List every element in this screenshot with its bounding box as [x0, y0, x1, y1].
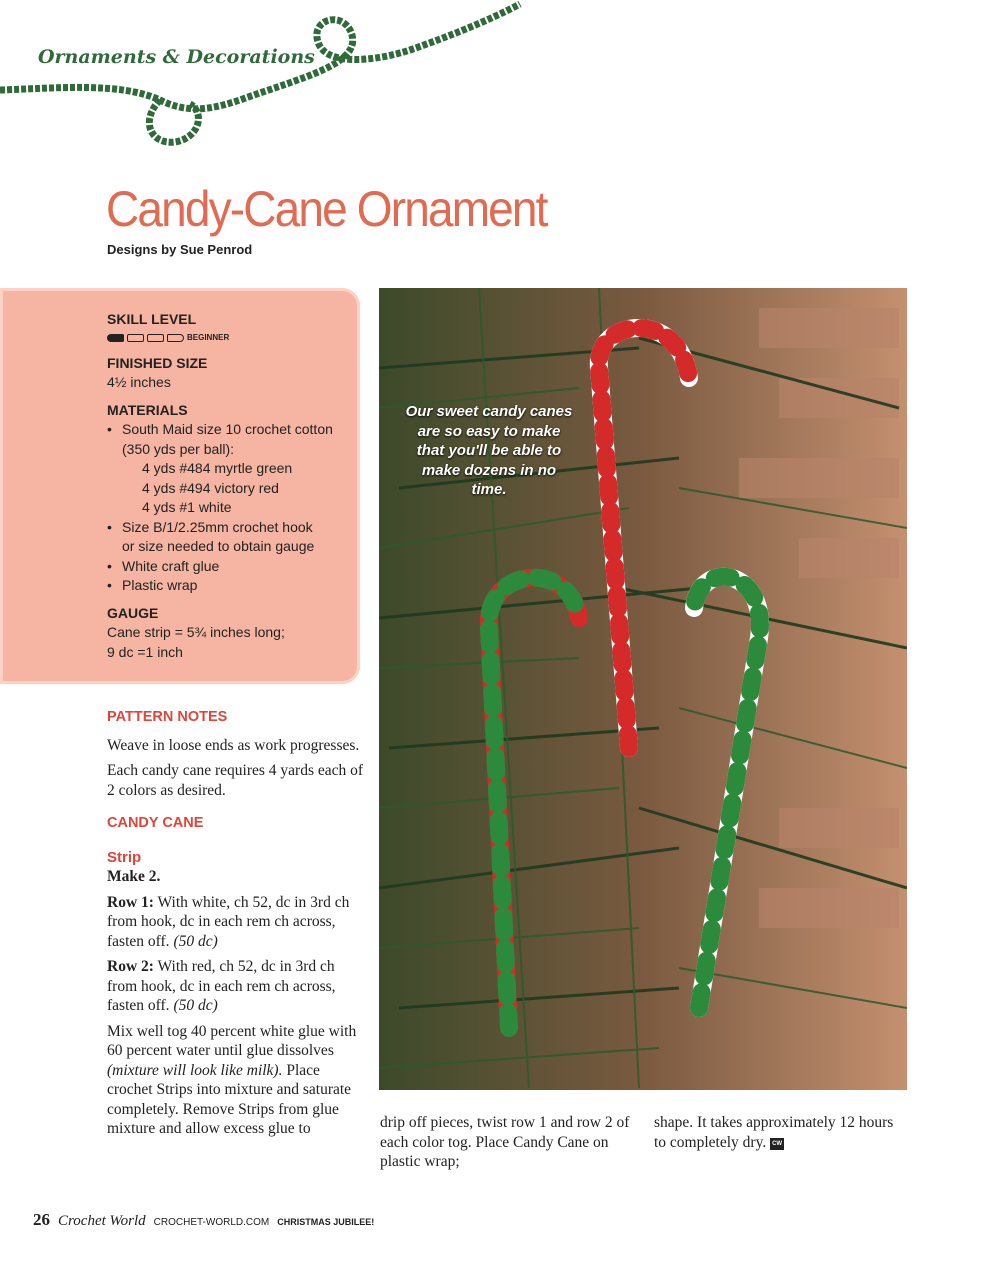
row-2-instruction — [107, 957, 365, 1016]
row-label: Row 2: — [107, 958, 154, 975]
stitch-count: (50 dc) — [173, 932, 218, 950]
size-value: 4½ inches — [107, 374, 171, 390]
skill-box — [127, 334, 144, 342]
notes-heading: PATTERN NOTES — [107, 709, 228, 725]
list-item: 4 yds #1 white — [142, 499, 232, 515]
skill-box-filled — [107, 334, 124, 342]
end-mark-icon: CW — [770, 1138, 784, 1150]
list-item: 4 yds #494 victory red — [142, 479, 279, 496]
list-item: or size needed to obtain gauge — [122, 538, 315, 554]
list-item: • Size B/1/2.25mm crochet hook — [107, 518, 357, 538]
candy-cane-heading: CANDY CANE — [107, 815, 204, 831]
row-text: With red, ch 52, dc in 3rd ch from hook, dc in each rem ch across, fasten off. — [107, 958, 336, 1014]
note-paragraph: Weave in loose ends as work progresses. — [107, 736, 360, 754]
page-number: 26 — [33, 1210, 50, 1229]
page-title: Candy-Cane Ornament — [106, 181, 547, 237]
instructions-column-1 — [107, 708, 365, 1145]
strip-heading: Strip — [107, 848, 142, 866]
photo-caption: Our sweet candy canes are so easy to make that you'll be able to make dozens in no time. — [405, 403, 573, 498]
row-1-instruction — [107, 893, 365, 952]
skill-level-label: BEGINNER — [187, 332, 230, 342]
skill-box — [147, 334, 164, 342]
skill-indicator — [107, 330, 357, 346]
mix-text: Place crochet Strips into mixture and saturate completely. Remove Strips from glue mixture and allow excess glue to — [107, 1061, 352, 1137]
list-item: • White craft glue — [107, 557, 357, 577]
row-text: With white, ch 52, dc in 3rd ch from hook, dc in each rem ch across, fasten off. — [107, 893, 350, 950]
mix-paragraph — [107, 1022, 365, 1139]
website: CROCHET-WORLD.COM — [153, 1217, 270, 1228]
materials-list — [107, 420, 357, 596]
stitch-count: (50 dc) — [173, 997, 218, 1014]
instructions-column-2: drip off pieces, twist row 1 and row 2 of each color tog. Place Candy Cane on plastic wrap; — [380, 1114, 630, 1170]
list-item: 4 yds #484 myrtle green — [142, 460, 293, 476]
size-heading: FINISHED SIZE — [107, 354, 208, 371]
page-footer — [33, 1210, 374, 1230]
gauge-line: 9 dc =1 inch — [107, 643, 183, 660]
instructions-column-3 — [654, 1113, 904, 1152]
note-paragraph: Each candy cane requires 4 yards each of 2 colors as desired. — [107, 762, 364, 799]
materials-heading: MATERIALS — [107, 401, 188, 418]
list-item: (350 yds per ball): — [122, 440, 235, 457]
list-item: • Plastic wrap — [107, 576, 357, 596]
final-text: shape. It takes approximately 12 hours to completely dry. — [654, 1114, 894, 1151]
info-box — [0, 288, 360, 684]
rope-garland-decoration — [0, 0, 540, 150]
mix-note: (mixture will look like milk). — [107, 1061, 283, 1079]
list-item: • South Maid size 10 crochet cotton — [107, 420, 357, 440]
issue-name: CHRISTMAS JUBILEE! — [277, 1217, 375, 1227]
mix-text: Mix well tog 40 percent white glue with 60 percent water until glue dissolves — [107, 1022, 357, 1059]
make-count: Make 2. — [107, 868, 161, 885]
gauge-line: Cane strip = 5¾ inches long; — [107, 624, 285, 640]
gauge-heading: GAUGE — [107, 604, 159, 621]
row-label: Row 1: — [107, 893, 154, 911]
magazine-name: Crochet World — [58, 1213, 146, 1229]
section-label: Ornaments & Decorations — [38, 46, 315, 68]
skill-box — [167, 334, 184, 342]
byline: Designs by Sue Penrod — [107, 242, 253, 257]
skill-heading: SKILL LEVEL — [107, 311, 197, 327]
